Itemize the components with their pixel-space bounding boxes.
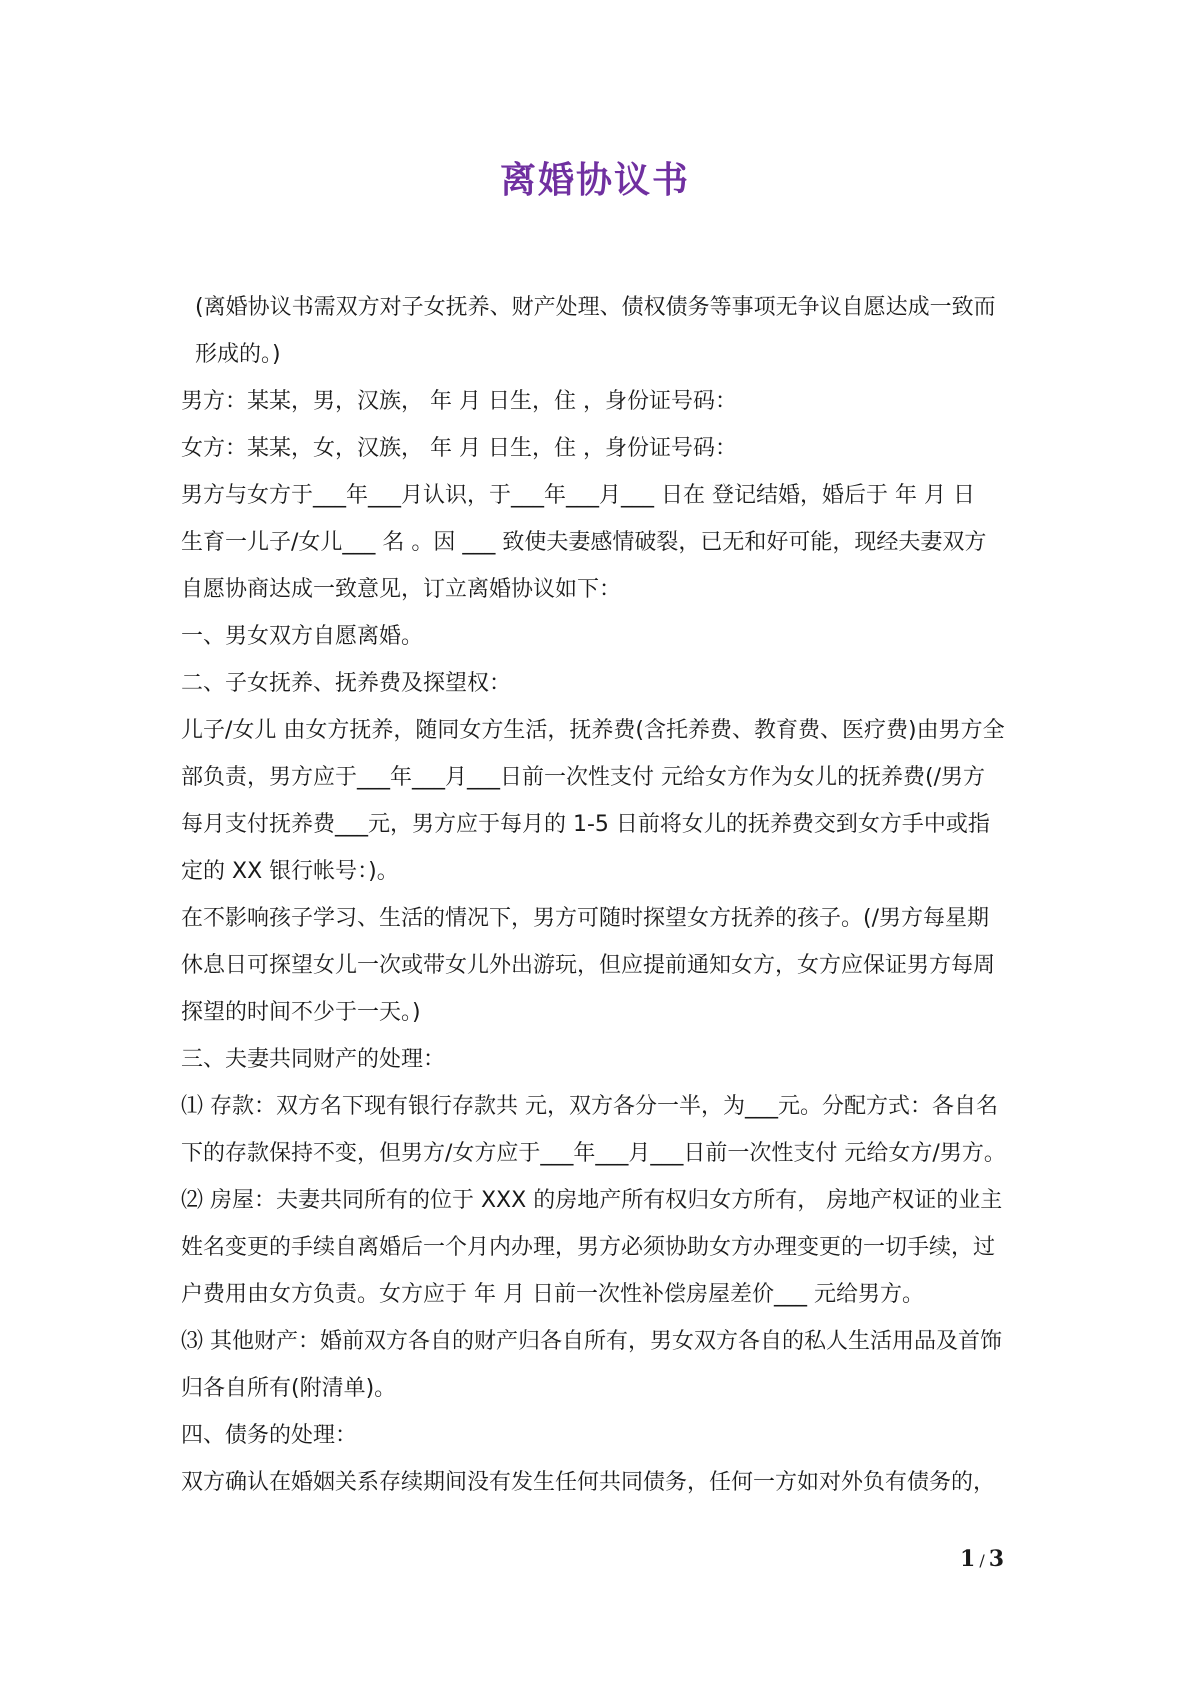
paragraph: [181, 1412, 1021, 1459]
page-separator: /: [979, 1551, 985, 1570]
total-page-count: 3: [988, 1546, 1005, 1572]
paragraph-line: 男方与女方于___年___月认识，于___年___月___ 日在 登记结婚，婚后于 年 月 日: [181, 483, 975, 508]
paragraph-line: ⑴ 存款：双方名下现有银行存款共 元，双方各分一半，为___元。分配方式：各自名: [181, 1094, 998, 1119]
paragraph-line: 三、夫妻共同财产的处理：: [181, 1047, 446, 1072]
paragraph: [181, 613, 1021, 660]
paragraph: [181, 425, 1021, 472]
paragraph-line: 归各自所有(附清单)。: [181, 1376, 397, 1401]
paragraph-line: 在不影响孩子学习、生活的情况下，男方可随时探望女方抚养的孩子。(/男方每星期: [181, 906, 989, 931]
paragraph-line: 二、子女抚养、抚养费及探望权：: [181, 671, 512, 696]
paragraph-line: 部负责，男方应于___年___月___日前一次性支付 元给女方作为女儿的抚养费(/男方: [181, 765, 985, 790]
paragraph-line: 双方确认在婚姻关系存续期间没有发生任何共同债务，任何一方如对外负有债务的，: [181, 1470, 996, 1495]
document-title: 离婚协议书: [499, 160, 690, 201]
paragraph: [181, 1036, 1021, 1083]
paragraph-line: 生育一儿子/女儿___ 名 。因 ___ 致使夫妻感情破裂，已无和好可能，现经夫妻双方: [181, 530, 987, 555]
paragraph-line: 探望的时间不少于一天。): [181, 1000, 421, 1025]
paragraph: [181, 1459, 1021, 1506]
paragraph-line: ⑶ 其他财产：婚前双方各自的财产归各自所有，男女双方各自的私人生活用品及首饰: [181, 1329, 1002, 1354]
paragraph-line: 下的存款保持不变，但男方/女方应于___年___月___日前一次性支付 元给女方/男方。: [181, 1141, 1006, 1166]
paragraph-line: 姓名变更的手续自离婚后一个月内办理，男方必须协助女方办理变更的一切手续，过: [181, 1235, 996, 1260]
paragraph-line: 休息日可探望女儿一次或带女儿外出游玩，但应提前通知女方，女方应保证男方每周: [181, 953, 996, 978]
paragraph: [181, 660, 1021, 707]
document-body: [181, 284, 1021, 1506]
paragraph: [181, 1083, 1021, 1177]
paragraph: [181, 895, 1021, 1036]
paragraph-line: 四、债务的处理：: [181, 1423, 358, 1448]
paragraph: [181, 472, 1021, 613]
paragraph-line: 一、男女双方自愿离婚。: [181, 624, 424, 649]
paragraph-line: 女方：某某，女，汉族， 年 月 日生，住 ，身份证号码：: [181, 436, 737, 461]
current-page-number: 1: [960, 1546, 976, 1572]
paragraph-line: ⑵ 房屋：夫妻共同所有的位于 XXX 的房地产所有权归女方所有， 房地产权证的业主: [181, 1188, 1003, 1213]
paragraph: [181, 1318, 1021, 1412]
paragraph: [181, 378, 1021, 425]
paragraph-line: 户费用由女方负责。女方应于 年 月 日前一次性补偿房屋差价___ 元给男方。: [181, 1282, 924, 1307]
page-number: [960, 1544, 1004, 1576]
paragraph-line: 形成的。): [195, 342, 281, 367]
paragraph: [181, 707, 1021, 895]
paragraph-line: 儿子/女儿 由女方抚养，随同女方生活，抚养费(含托养费、教育费、医疗费)由男方全: [181, 718, 1005, 743]
paragraph-line: 定的 XX 银行帐号：)。: [181, 859, 399, 884]
paragraph: [181, 1177, 1021, 1318]
paragraph: [181, 284, 1021, 378]
paragraph-line: 男方：某某，男，汉族， 年 月 日生，住 ，身份证号码：: [181, 389, 737, 414]
paragraph-line: 自愿协商达成一致意见，订立离婚协议如下：: [181, 577, 622, 602]
paragraph-line: 每月支付抚养费___元，男方应于每月的 1-5 日前将女儿的抚养费交到女方手中或指: [181, 812, 990, 837]
paragraph-line: (离婚协议书需双方对子女抚养、财产处理、债权债务等事项无争议自愿达成一致而: [195, 295, 996, 320]
